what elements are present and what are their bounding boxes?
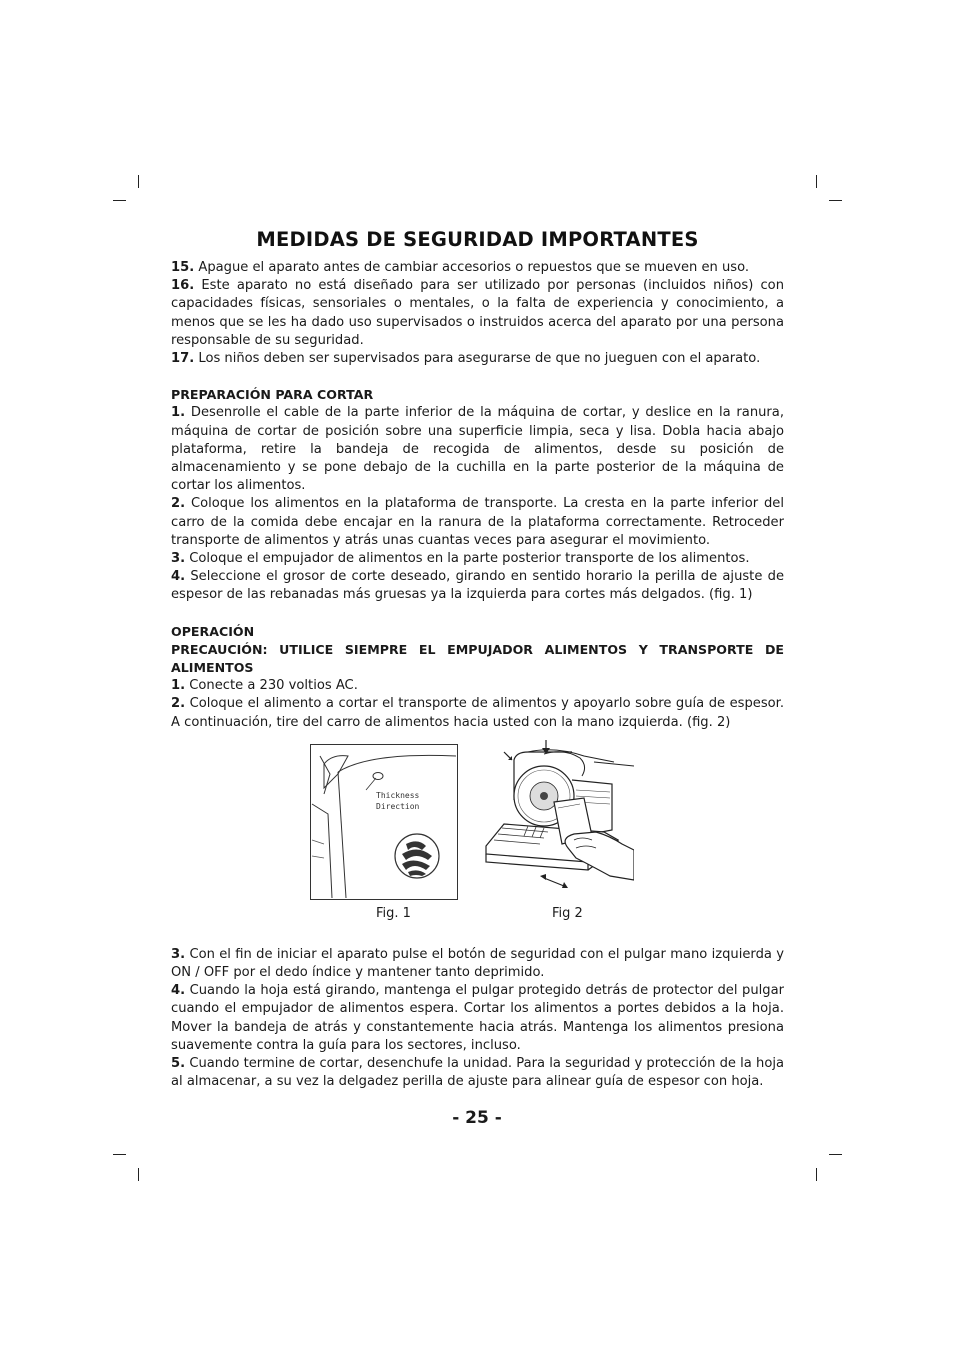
crop-mark-top-left-horizontal (113, 200, 126, 201)
crop-mark-bottom-left-horizontal (113, 1154, 126, 1155)
page-number: - 25 - (452, 1108, 502, 1128)
page-content (171, 228, 784, 1092)
item-text: Este aparato no está diseñado para ser utilizado por personas (incluidos niños) con capacidades físicas, sensoriales o mentales, o la falta de experiencia y conocimiento, a menos que se les ha dado uso supervisados o instruidos acerca del aparato por una persona responsable de su seguridad. (171, 278, 784, 348)
item-number: 15. (171, 260, 195, 275)
item-text: Desenrolle el cable de la parte inferior de la máquina de cortar, y deslice en la ranura, máquina de cortar de posición sobre una superficie limpia, seca y lisa. Dobla hacia abajo plataforma, retire la bandeja de recogida de alimentos, desde su posición de almacenamiento y se pone debajo de la cuchilla en la parte posterior de la máquina de cortar los alimentos. (171, 405, 784, 494)
crop-mark-top-left-vertical (138, 175, 139, 188)
item-text: Conecte a 230 voltios AC. (189, 678, 358, 694)
item-number: 5. (171, 1056, 186, 1072)
caution-heading: PRECAUCIÓN: UTILICE SIEMPRE EL EMPUJADOR ALIMENTOS Y TRANSPORTE DE ALIMENTOS (171, 641, 784, 676)
fig2-slicer-illustration (484, 740, 634, 896)
crop-mark-bottom-left-vertical (138, 1168, 139, 1181)
fig1-thickness-knob-illustration (310, 744, 458, 900)
item-number: 3. (171, 946, 186, 962)
figures-row (171, 744, 784, 932)
item-number: 17. (171, 351, 195, 367)
item-number: 2. (171, 496, 186, 512)
preparation-step (171, 550, 784, 568)
item-text: Con el fin de iniciar el aparato pulse el botón de seguridad con el pulgar mano izquierda y ON / OFF por el dedo índice y mantener tanto deprimido. (171, 946, 784, 981)
safety-item (171, 277, 784, 350)
item-text: Coloque el alimento a cortar el transporte de alimentos y apoyarlo sobre guía de espesor. A continuación, tire del carro de alimentos hacia usted con la mano izquierda. (fig. 2) (171, 696, 785, 730)
safety-list (171, 259, 784, 368)
preparation-step (171, 404, 784, 495)
crop-mark-top-right-vertical (816, 175, 817, 188)
item-text: Seleccione el grosor de corte deseado, girando en sentido horario la perilla de ajuste de espesor de las rebanadas más gruesas ya la izquierda para cortes más delgados. (fig. 1) (171, 569, 784, 603)
item-text: Coloque los alimentos en la plataforma de transporte. La cresta en la parte inferior del carro de la comida debe encajar en la ranura de la plataforma correctamente. Retroceder transporte de alimentos y atrás unas cuantas veces para asegurar el movimiento. (171, 496, 784, 548)
fig1-label-thickness: Thickness (376, 790, 420, 800)
page-title: MEDIDAS DE SEGURIDAD IMPORTANTES (256, 228, 699, 251)
item-number: 2. (171, 696, 186, 712)
preparation-step (171, 568, 784, 604)
fig1-label-direction: Direction (376, 801, 420, 811)
item-text: Cuando termine de cortar, desenchufe la unidad. Para la seguridad y protección de la hoja al almacenar, a su vez la delgadez perilla de ajuste para alinear guía de espesor con hoja. (171, 1056, 785, 1090)
fig2-caption: Fig 2 (552, 905, 583, 921)
item-text: Los niños deben ser supervisados para asegurarse de que no jueguen con el aparato. (198, 351, 761, 367)
operation-step (171, 695, 784, 731)
crop-mark-top-right-horizontal (829, 200, 842, 201)
preparation-step (171, 495, 784, 550)
fig1-caption: Fig. 1 (376, 905, 411, 921)
item-number: 4. (171, 569, 186, 585)
item-number: 16. (171, 278, 195, 294)
item-text: Coloque el empujador de alimentos en la parte posterior transporte de los alimentos. (189, 551, 750, 567)
preparation-section (171, 386, 784, 604)
preparation-heading: PREPARACIÓN PARA CORTAR (171, 387, 374, 403)
operation-step (171, 946, 784, 982)
item-number: 1. (171, 405, 186, 421)
item-text: Cuando la hoja está girando, mantenga el pulgar protegido detrás de protector del pulgar cuando el empujador de alimentos espera. Cortar los alimentos a portes debidos a la hoja. Mover la bandeja de atrás y constantemente hacia atrás. Mantenga los alimentos presiona suavemente contra la guía para los sectores, incluso. (171, 983, 784, 1053)
crop-mark-bottom-right-horizontal (829, 1154, 842, 1155)
operation-step (171, 677, 784, 695)
operation-step (171, 1055, 784, 1091)
operation-heading: OPERACIÓN (171, 623, 255, 639)
item-text: Apague el aparato antes de cambiar accesorios o repuestos que se mueven en uso. (198, 260, 750, 275)
safety-item (171, 350, 784, 368)
item-number: 1. (171, 678, 186, 694)
item-number: 3. (171, 551, 186, 567)
operation-section (171, 623, 784, 1092)
crop-mark-bottom-right-vertical (816, 1168, 817, 1181)
item-number: 4. (171, 983, 186, 999)
safety-item (171, 259, 784, 277)
operation-step (171, 982, 784, 1055)
